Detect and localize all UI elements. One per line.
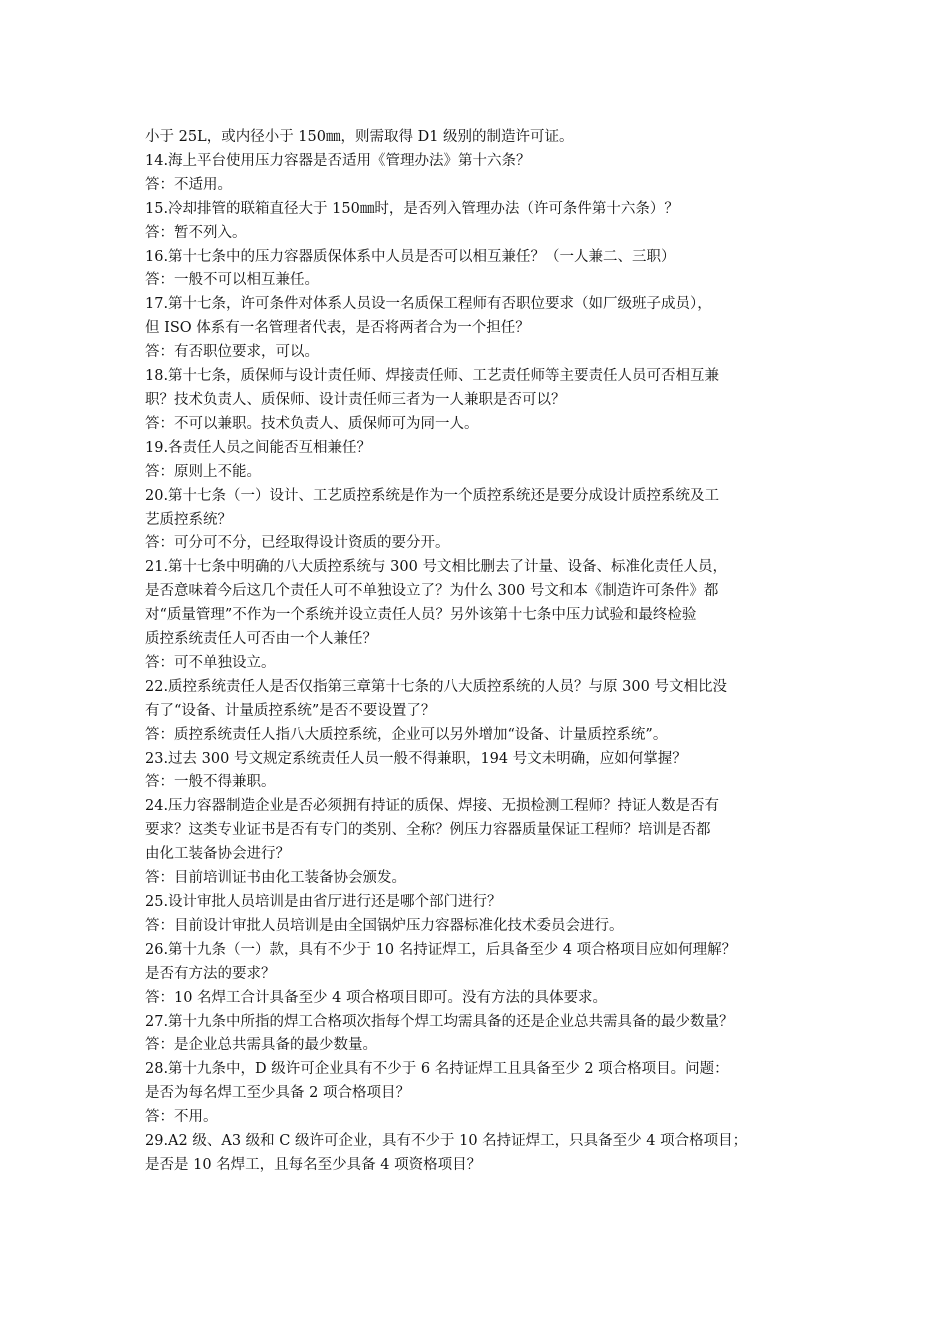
text-line: 15.冷却排管的联箱直径大于 150㎜时，是否列入管理办法（许可条件第十六条）？ (145, 200, 679, 217)
text-line: 答：有否职位要求，可以。 (145, 344, 319, 361)
text-line: 是否为每名焊工至少具备 2 项合格项目？ (145, 1085, 410, 1102)
text-line: 20.第十七条（一）设计、工艺质控系统是作为一个质控系统还是要分成设计质控系统及工 (145, 487, 720, 504)
text-line: 答：可分可不分，已经取得设计资质的要分开。 (145, 535, 450, 552)
text-line: 对“质量管理”不作为一个系统并设立责任人员？另外该第十七条中压力试验和最终检验 (145, 607, 697, 624)
text-line: 28.第十九条中，D 级许可企业具有不少于 6 名持证焊工且具备至少 2 项合格项目。问题： (145, 1061, 729, 1078)
text-line: 是否是 10 名焊工，且每名至少具备 4 项资格项目？ (145, 1156, 482, 1173)
text-line: 由化工装备协会进行？ (145, 846, 290, 863)
text-line: 小于 25L，或内径小于 150㎜，则需取得 D1 级别的制造许可证。 (145, 129, 574, 145)
text-line: 22.质控系统责任人是否仅指第三章第十七条的八大质控系统的人员？与原 300 号文相比没 (145, 678, 727, 695)
text-line: 答：原则上不能。 (145, 463, 261, 480)
text-line: 25.设计审批人员培训是由省厅进行还是哪个部门进行？ (145, 894, 502, 910)
text-line: 答：不可以兼职。技术负责人、质保师可为同一人。 (145, 415, 479, 432)
text-line: 27.第十九条中所指的焊工合格项次指每个焊工均需具备的还是企业总共需具备的最少数量？ (145, 1013, 734, 1030)
text-line: 26.第十九条（一）款，具有不少于 10 名持证焊工，后具备至少 4 项合格项目应如何理解？ (145, 941, 737, 958)
text-line: 19.各责任人员之间能否互相兼任？ (145, 439, 372, 456)
text-line: 答：质控系统责任人指八大质控系统，企业可以另外增加“设备、计量质控系统”。 (145, 726, 668, 743)
text-line: 有了“设备、计量质控系统”是否不要设置了？ (145, 702, 436, 719)
text-line: 答：一般不得兼职。 (145, 774, 276, 791)
text-line: 答：一般不可以相互兼任。 (145, 272, 319, 289)
text-line: 要求？这类专业证书是否有专门的类别、全称？例压力容器质量保证工程师？培训是否都 (145, 822, 711, 839)
text-line: 21.第十七条中明确的八大质控系统与 300 号文相比删去了计量、设备、标准化责任人员， (145, 559, 727, 576)
text-line: 17.第十七条，许可条件对体系人员设一名质保工程师有否职位要求（如厂级班子成员）， (145, 296, 712, 313)
text-line: 答：暂不列入。 (145, 224, 247, 241)
text-line: 职？技术负责人、质保师、设计责任师三者为一人兼职是否可以？ (145, 391, 566, 408)
document-page (145, 126, 825, 1178)
text-line: 24.压力容器制造企业是否必须拥有持证的质保、焊接、无损检测工程师？持证人数是否有 (145, 798, 720, 815)
text-line: 29.A2 级、A3 级和 C 级许可企业，具有不少于 10 名持证焊工，只具备至少 4 项合格项目； (145, 1133, 748, 1150)
text-line: 答：不用。 (145, 1109, 218, 1126)
text-line: 是否有方法的要求？ (145, 965, 276, 982)
text-line: 14.海上平台使用压力容器是否适用《管理办法》第十六条？ (145, 152, 531, 169)
text-line: 23.过去 300 号文规定系统责任人员一般不得兼职，194 号文未明确，应如何掌握？ (145, 750, 687, 767)
text-line: 答：可不单独设立。 (145, 654, 276, 671)
text-line: 但 ISO 体系有一名管理者代表，是否将两者合为一个担任？ (145, 320, 530, 337)
text-line: 16.第十七条中的压力容器质保体系中人员是否可以相互兼任？（一人兼二、三职） (145, 248, 676, 265)
text-line: 答：目前设计审批人员培训是由全国锅炉压力容器标准化技术委员会进行。 (145, 917, 624, 934)
text-line: 答：目前培训证书由化工装备协会颁发。 (145, 870, 406, 887)
text-line: 艺质控系统？ (145, 511, 232, 528)
text-line: 是否意味着今后这几个责任人可不单独设立了？为什么 300 号文和本《制造许可条件》都 (145, 583, 719, 600)
text-line: 答：10 名焊工合计具备至少 4 项合格项目即可。没有方法的具体要求。 (145, 989, 608, 1006)
text-line: 质控系统责任人可否由一个人兼任？ (145, 631, 377, 648)
text-line: 18.第十七条，质保师与设计责任师、焊接责任师、工艺责任师等主要责任人员可否相互兼 (145, 368, 720, 385)
text-line: 答：不适用。 (145, 176, 232, 193)
text-line: 答：是企业总共需具备的最少数量。 (145, 1037, 377, 1054)
